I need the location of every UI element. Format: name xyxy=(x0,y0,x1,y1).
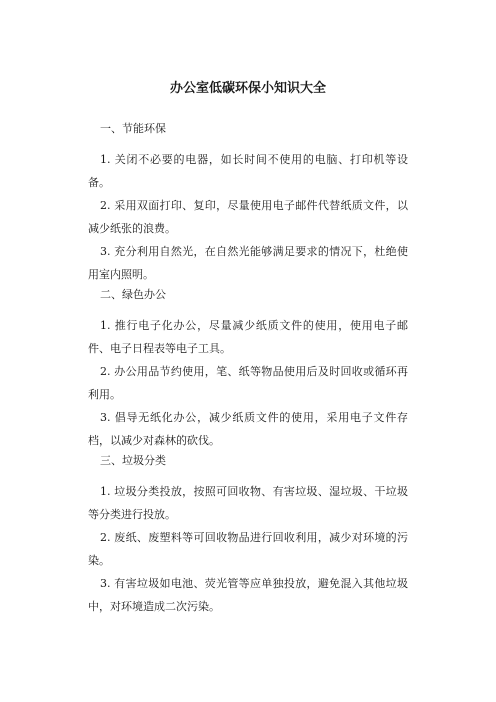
list-item: 3. 倡导无纸化办公，减少纸质文件的使用，采用电子文件存档，以减少对森林的砍伐。 xyxy=(88,411,408,447)
section-waste-sorting xyxy=(88,454,408,618)
section-heading: 二、绿色办公 xyxy=(100,288,166,301)
list-item: 1. 关闭不必要的电器，如长时间不使用的电脑、打印机等设备。 xyxy=(88,153,408,189)
list-item: 2. 废纸、废塑料等可回收物品进行回收利用，减少对环境的污染。 xyxy=(88,531,408,567)
section-heading: 一、节能环保 xyxy=(100,122,166,135)
section-green-office xyxy=(88,288,408,452)
list-item: 1. 推行电子化办公，尽量减少纸质文件的使用，使用电子邮件、电子日程表等电子工具。 xyxy=(88,319,408,355)
list-item: 2. 办公用品节约使用，笔、纸等物品使用后及时回收或循环再利用。 xyxy=(88,365,408,401)
section-energy-saving xyxy=(88,122,408,286)
list-item: 3. 充分利用自然光，在自然光能够满足要求的情况下，杜绝使用室内照明。 xyxy=(88,245,408,281)
list-item: 2. 采用双面打印、复印，尽量使用电子邮件代替纸质文件，以减少纸张的浪费。 xyxy=(88,199,408,235)
section-heading: 三、垃圾分类 xyxy=(100,454,166,467)
list-item: 3. 有害垃圾如电池、荧光管等应单独投放，避免混入其他垃圾中，对环境造成二次污染。 xyxy=(88,577,408,613)
page-title: 办公室低碳环保小知识大全 xyxy=(169,81,326,96)
document-body xyxy=(88,122,408,618)
list-item: 1. 垃圾分类投放，按照可回收物、有害垃圾、湿垃圾、干垃圾等分类进行投放。 xyxy=(88,485,408,521)
